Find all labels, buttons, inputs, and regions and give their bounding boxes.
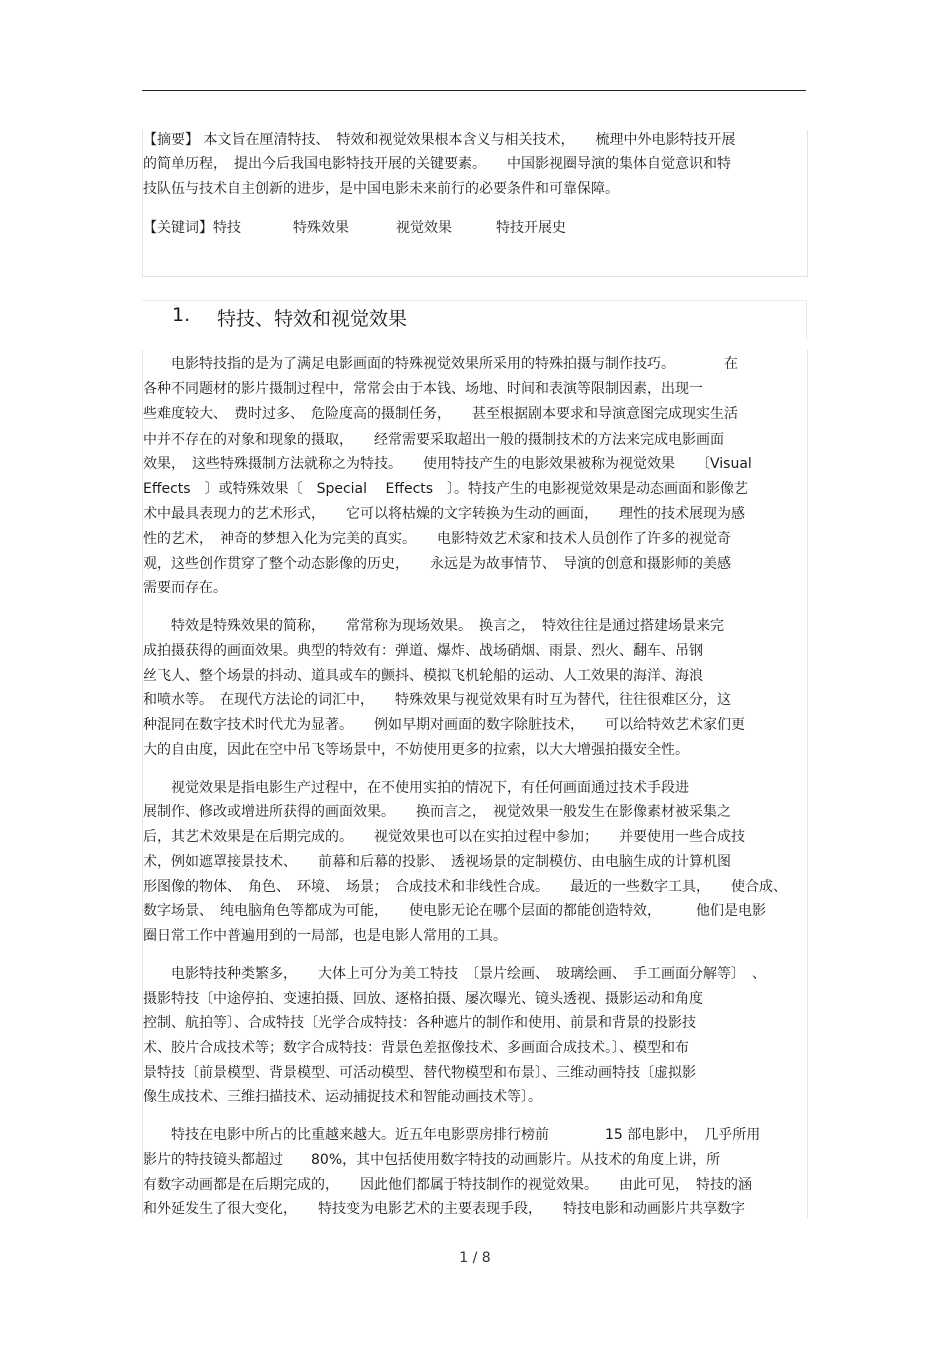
body-line: 丝飞人、整个场景的抖动、道具或车的颤抖、模拟飞机轮船的运动、人工效果的海洋、海浪: [143, 668, 703, 684]
keyword: 特殊效果: [293, 220, 349, 236]
body-line: 特技在电影中所占的比重越来越大。近五年电影票房排行榜前 15 部电影中， 几乎所用: [143, 1127, 761, 1143]
body-line: 形图像的物体、 角色、 环境、 场景； 合成技术和非线性合成。 最近的一些数字工具， 使合成、: [143, 879, 787, 895]
body-line: 成拍摄获得的画面效果。典型的特效有：弹道、爆炸、战场硝烟、雨景、烈火、翻车、吊钢: [143, 643, 703, 659]
body-line: 像生成技术、三维扫描技术、运动捕捉技术和智能动画技术等〕。: [143, 1089, 542, 1105]
body-line: 圈日常工作中普遍用到的一局部，也是电影人常用的工具。: [143, 928, 507, 944]
body-line: 术，例如遮罩接景技术、 前幕和后幕的投影、 透视场景的定制模仿、由电脑生成的计算机图: [143, 854, 731, 870]
body-line: 大的自由度，因此在空中吊飞等场景中，不妨使用更多的拉索，以大大增强拍摄安全性。: [143, 742, 689, 758]
abstract-line: 技队伍与技术自主创新的进步，是中国电影未来前行的必要条件和可靠保障。: [143, 181, 619, 197]
body-line: 特效是特殊效果的简称， 常常称为现场效果。 换言之， 特效往往是通过搭建场景来完: [143, 618, 724, 634]
abstract-line: 的简单历程， 提出今后我国电影特技开展的关键要素。 中国影视圈导演的集体自觉意识和特: [143, 156, 731, 172]
body-line: 视觉效果是指电影生产过程中，在不使用实拍的情况下，有任何画面通过技术手段进: [143, 780, 689, 796]
body-line: 和喷水等。 在现代方法论的词汇中， 特殊效果与视觉效果有时互为替代，往往很难区分，这: [143, 692, 731, 708]
section-heading: [142, 300, 807, 339]
header-rule: [142, 90, 806, 91]
body-line: 电影特技种类繁多， 大体上可分为美工特技 〔景片绘画、 玻璃绘画、 手工画面分解等〕 、: [143, 966, 766, 982]
body-line: 术中最具表现力的艺术形式， 它可以将枯燥的文字转换为生动的画面， 理性的技术展现为感: [143, 506, 745, 522]
body-line: 需要而存在。: [143, 580, 227, 596]
body-line: 后，其艺术效果是在后期完成的。 视觉效果也可以在实拍过程中参加； 并要使用一些合成技: [143, 829, 745, 845]
section-number: 1.: [172, 304, 191, 326]
keywords-label: 【关键词】特技: [143, 220, 241, 236]
keyword: 视觉效果: [396, 220, 452, 236]
body-line: 有数字动画都是在后期完成的， 因此他们都属于特技制作的视觉效果。 由此可见， 特技的涵: [143, 1177, 752, 1193]
body-line: 些难度较大、 费时过多、 危险度高的摄制任务， 甚至根据剧本要求和导演意图完成现实生活: [143, 406, 738, 422]
keyword: 特技开展史: [496, 220, 566, 236]
body-line: 电影特技指的是为了满足电影画面的特殊视觉效果所采用的特殊拍摄与制作技巧。 在: [143, 356, 738, 372]
body-line: 和外延发生了很大变化， 特技变为电影艺术的主要表现手段， 特技电影和动画影片共享数字: [143, 1201, 745, 1217]
body-line: 数字场景、 纯电脑角色等都成为可能， 使电影无论在哪个层面的都能创造特效， 他们是电影: [143, 903, 766, 919]
body-line: 景特技〔前景模型、背景模型、可活动模型、替代物模型和布景〕、三维动画特技〔虚拟影: [143, 1065, 696, 1081]
page-number: 1 / 8: [459, 1250, 491, 1266]
body-line: 控制、航拍等〕、合成特技〔光学合成特技：各种遮片的制作和使用、前景和背景的投影技: [143, 1015, 696, 1031]
body-text: [142, 350, 808, 1218]
body-line: 各种不同题材的影片摄制过程中，常常会由于本钱、场地、时间和表演等限制因素，出现一: [143, 381, 703, 397]
body-line: 摄影特技〔中途停拍、变速拍摄、回放、逐格拍摄、屡次曝光、镜头透视、摄影运动和角度: [143, 991, 703, 1007]
body-line: 术、胶片合成技术等；数字合成特技：背景色差抠像技术、多画面合成技术。〕、模型和布: [143, 1040, 689, 1056]
body-line: 效果， 这些特殊摄制方法就称之为特技。 使用特技产生的电影效果被称为视觉效果 〔Visual: [143, 456, 752, 472]
body-line: 种混同在数字技术时代尤为显著。 例如早期对画面的数字除脏技术， 可以给特效艺术家们更: [143, 717, 745, 733]
section-title: 特技、特效和视觉效果: [217, 308, 408, 330]
body-line: Effects 〕或特殊效果〔 Special Effects 〕。特技产生的电影视觉效果是动态画面和影像艺: [143, 481, 749, 497]
body-line: 展制作、修改或增进所获得的画面效果。 换而言之， 视觉效果一般发生在影像素材被采集之: [143, 804, 731, 820]
body-line: 观，这些创作贯穿了整个动态影像的历史， 永远是为故事情节、 导演的创意和摄影师的美感: [143, 556, 731, 572]
abstract-line: 【摘要】 本文旨在厘清特技、 特效和视觉效果根本含义与相关技术， 梳理中外电影特技开展: [143, 132, 736, 148]
body-line: 影片的特技镜头都超过 80%，其中包括使用数字特技的动画影片。从技术的角度上讲，所: [143, 1152, 721, 1168]
body-line: 性的艺术， 神奇的梦想入化为完美的真实。 电影特效艺术家和技术人员创作了许多的视觉奇: [143, 531, 731, 547]
abstract-block: [142, 130, 808, 277]
body-line: 中并不存在的对象和现象的摄取， 经常需要采取超出一般的摄制技术的方法来完成电影画面: [143, 432, 724, 448]
